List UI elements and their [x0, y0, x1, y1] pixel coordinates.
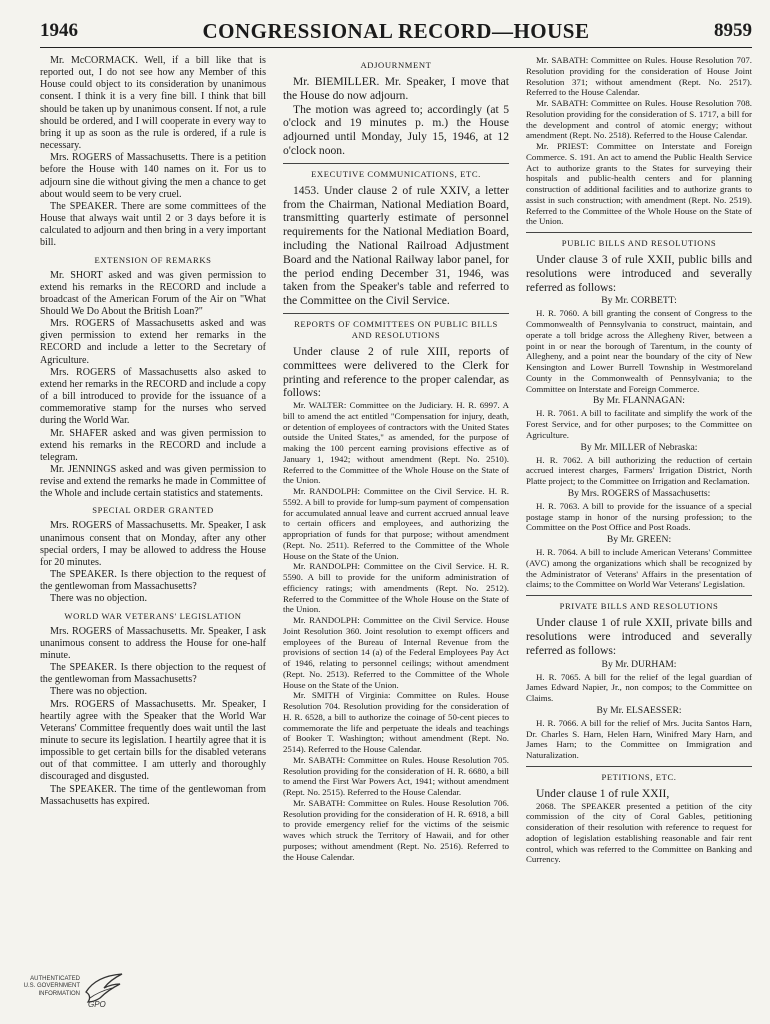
sponsor-line: By Mr. GREEN: [606, 534, 672, 546]
report-entry: Mr. SABATH: Committee on Rules. House Resolution 708. Resolution providing for the consideration of S. 1717, a bill for the development and control of atomic energy; without amendment (Rept. No. 2518). Referred to the House Calendar. [526, 98, 752, 141]
report-entry: Mr. WALTER: Committee on the Judiciary. H. R. 6997. A bill to amend the act entitled "Compensation for injury, death, or detention of employees of contractors with the United States outside the United States," as amended, for the purpose of making the 100 percent earning provisions effective as of January 1, 1942; without amendment (Rept. No. 2510). Referred to the Committee of the Whole House on the State of the Union. [283, 400, 509, 486]
report-entry: Mr. SABATH: Committee on Rules. House Resolution 706. Resolution providing for the consideration of H. R. 6918, a bill to provide emergency relief for the victims of the seismic waves which struck the Territory of Hawaii, and for other purposes; without amendment (Rept. No. 2516). Referred to the House Calendar. [283, 797, 509, 862]
column-middle [283, 55, 509, 862]
section-heading-extension: EXTENSION OF REMARKS [94, 254, 212, 265]
paragraph: The SPEAKER. The time of the gentlewoman from Massachusetts has expired. [40, 783, 266, 807]
paragraph: Under clause 1 of rule XXII, private bills and resolutions were introduced and severally referred as follows: [526, 616, 752, 657]
paragraph: Mrs. ROGERS of Massachusetts asked and was given permission to extend her remarks in the RECORD and include a letter to the Secretary of Agriculture. [40, 318, 266, 366]
section-divider [526, 595, 752, 596]
section-divider [526, 766, 752, 767]
paragraph: 1453. Under clause 2 of rule XXIV, a letter from the Chairman, National Mediation Board, transmitting quarterly estimate of personnel requirements for the National Mediation Board, including the National Railroad Adjustment Board and the National Railway labor panel, for the period ending December 31, 1946, was taken from the Speaker's table and referred to the Committee on the Civil Service. [283, 183, 509, 308]
paragraph: Under clause 3 of rule XXII, public bills and resolutions were introduced and severally referred as follows: [526, 253, 752, 294]
bill-entry: H. R. 7062. A bill authorizing the reduction of certain accrued interest charges, Farmers' Irrigation District, North Platte project; to the Committee on Irrigation and Reclamation. [526, 454, 752, 487]
page-header [40, 18, 752, 44]
report-entry: Mr. RANDOLPH: Committee on the Civil Service. House Joint Resolution 360. Joint resolution to exempt officers and employees of the Bureau of Internal Revenue from the provisions of section 14 (a) of the Federal Employees Pay Act of 1946, relating to personnel ceilings; without amendment (Rept. No. 2513). Referred to the Committee of the Whole House on the State of the Union. [283, 615, 509, 690]
section-heading-petitions: PETITIONS, ETC. [601, 771, 677, 782]
sponsor-line: By Mr. DURHAM: [601, 658, 677, 670]
paragraph: Mr. JENNINGS asked and was given permission to revise and extend the remarks he made in Committee of the Whole and include certain statistics and statements. [40, 464, 266, 500]
report-entry: Mr. SABATH: Committee on Rules. House Resolution 707. Resolution providing for the consideration of House Joint Resolution 371; without amendment (Rept. No. 2517). Referred to the House Calendar. [526, 55, 752, 98]
authentication-stamp [18, 972, 138, 1018]
paragraph: Mrs. ROGERS of Massachusetts. Mr. Speaker, I ask unanimous consent that on Monday, after any other special orders, I may be allowed to address the House for 20 minutes. [40, 520, 266, 568]
paragraph: Under clause 1 of rule XXII, [536, 786, 670, 800]
page-number: 8959 [714, 20, 752, 41]
header-title: CONGRESSIONAL RECORD—HOUSE [202, 19, 590, 43]
stamp-gpo: GPO [88, 1000, 106, 1009]
section-heading-private-bills: PRIVATE BILLS AND RESOLUTIONS [559, 601, 719, 612]
section-divider [283, 163, 509, 164]
sponsor-line: By Mr. CORBETT: [601, 295, 677, 307]
report-entry: Mr. SABATH: Committee on Rules. House Resolution 705. Resolution providing for the consideration of H. R. 6680, a bill to amend the First War Powers Act, 1941; without amendment (Rept. No. 2515). Referred to the House Calendar. [283, 754, 509, 798]
report-entry: Mr. RANDOLPH: Committee on the Civil Service. H. R. 5592. A bill to provide for lump-sum payment of compensation for accumulated annual leave and current accrued annual leave to certain officers and employees, and authorizing the appropriation of funds for that purpose; without amendment (Rept. No. 2511). Referred to the Committee of the Whole House on the State of the Union. [283, 486, 509, 561]
paragraph: Mr. McCORMACK. Well, if a bill like that is reported out, I do not see how any Member of this House could object to its consideration by unanimous consent. I think it is a very fine bill. I think that bill should be taken up by unanimous consent. If not, a rule should be ordered, and I will cooperate in every way to bring it up as soon as the rule is ordered, if a rule is necessary. [40, 55, 266, 152]
paragraph: The motion was agreed to; accordingly (at 5 o'clock and 19 minutes p. m.) the House adjourned until Monday, July 15, 1946, at 12 o'clock noon. [283, 102, 509, 157]
paragraph: Mrs. ROGERS of Massachusetts. There is a petition before the House with 140 names on it. For us to adjourn sine die without giving the men a chance to get about would seem to be very cruel. [40, 152, 266, 200]
paragraph: Mr. SHAFER asked and was given permission to extend his remarks in the RECORD and include a telegram. [40, 427, 266, 463]
sponsor-line: By Mr. ELSAESSER: [596, 704, 682, 716]
paragraph: There was no objection. [50, 686, 147, 698]
stamp-text: AUTHENTICATED U.S. GOVERNMENT INFORMATION [23, 976, 80, 997]
bill-entry: H. R. 7065. A bill for the relief of the legal guardian of James Edward Napier, Jr., non compos; to the Committee on Claims. [526, 671, 752, 704]
header-rule [40, 47, 752, 48]
section-heading-public-bills: PUBLIC BILLS AND RESOLUTIONS [561, 238, 717, 248]
column-right [526, 55, 752, 865]
bill-entry: H. R. 7060. A bill granting the consent of Congress to the Commonwealth of Pennsylvania to construct, maintain, and operate a toll bridge across the Allegheny River, between a point in or near the borough of Tarentum, in the county of Allegheny, and a point near the boundary of the city of New Kensington and Lower Burrell Township in Westmoreland County in the Commonwealth of Pennsylvania; to the Committee on Interstate and Foreign Commerce. [526, 308, 752, 394]
bill-entry: H. R. 7066. A bill for the relief of Mrs. Jucita Santos Harn, Dr. Charles S. Harn, Helen Harn, Winifred Mary Harn, and James Harn; to the Committee on Immigration and Naturalization. [526, 717, 752, 761]
bill-entry: H. R. 7064. A bill to include American Veterans' Committee (AVC) among the organizations which shall be recognized by the Administrator of Veterans' Affairs in the presentation of claims; to the Committee on World War Veterans' Legislation. [526, 547, 752, 590]
report-entry: Mr. SMITH of Virginia: Committee on Rules. House Resolution 704. Resolution providing for the consideration of H. R. 6528, a bill to authorize the coinage of 50-cent pieces to commemorate the life and perpetuate the ideals and teachings of Booker T. Washington; without amendment (Rept. No. 2514). Referred to the House Calendar. [283, 690, 509, 755]
petition-entry: 2068. The SPEAKER presented a petition of the city commission of the city of Coral Gables, petitioning consideration of their resolution with reference to request for adoption of legislation establishing reasonable and fair rent control, which was referred to the Committee on Banking and Currency. [526, 800, 752, 865]
paragraph: Under clause 2 of rule XIII, reports of committees were delivered to the Clerk for printing and reference to the proper calendar, as follows: [283, 344, 509, 400]
bill-entry: H. R. 7063. A bill to provide for the issuance of a special postage stamp in honor of the nursing profession; to the Committee on the Post Office and Post Roads. [526, 500, 752, 533]
paragraph: Mrs. ROGERS of Massachusetts also asked to extend her remarks in the RECORD and include a copy of a bill introduced to provide for the issuance of a commemorative stamp for the nurses who served during the World War. [40, 366, 266, 427]
bill-entry: H. R. 7061. A bill to facilitate and simplify the work of the Forest Service, and for other purposes; to the Committee on Agriculture. [526, 408, 752, 440]
section-heading-veterans: WORLD WAR VETERANS' LEGISLATION [64, 610, 242, 621]
sponsor-line: By Mrs. ROGERS of Massachusetts: [567, 487, 711, 499]
paragraph: Mr. BIEMILLER. Mr. Speaker, I move that the House do now adjourn. [283, 75, 509, 102]
report-entry: Mr. PRIEST: Committee on Interstate and Foreign Commerce. S. 191. An act to amend the Public Health Service Act to authorize grants to the States for surveying their hospitals and public-health centers and for planning construction of additional facilities and to authorize grants to assist in such construction; with amendment (Rept. No. 2519). Referred to the Committee of the Whole House on the State of the Union. [526, 141, 752, 227]
sponsor-line: By Mr. FLANNAGAN: [593, 395, 685, 407]
paragraph: The SPEAKER. Is there objection to the request of the gentlewoman from Massachusetts? [40, 569, 266, 593]
report-entry: Mr. RANDOLPH: Committee on the Civil Service. H. R. 5590. A bill to provide for the uniform administration of efficiency ratings; with amendments (Rept. No. 2512). Referred to the Committee of the Whole House on the State of the Union. [283, 561, 509, 615]
section-heading-reports: REPORTS OF COMMITTEES ON PUBLIC BILLS AND RESOLUTIONS [294, 318, 498, 340]
paragraph: Mrs. ROGERS of Massachusetts. Mr. Speaker, I ask unanimous consent to address the House for one-half minute. [40, 625, 266, 661]
paragraph: There was no objection. [50, 593, 147, 605]
header-year: 1946 [40, 20, 78, 41]
section-heading-adjournment: ADJOURNMENT [360, 60, 432, 70]
sponsor-line: By Mr. MILLER of Nebraska: [580, 441, 698, 453]
section-divider [526, 232, 752, 233]
paragraph: The SPEAKER. Is there objection to the request of the gentlewoman from Massachusetts? [40, 662, 266, 686]
paragraph: The SPEAKER. There are some committees of the House that always wait until 2 or 3 days before it is calculated to adjourn and then bring in a very important bill. [40, 200, 266, 249]
paragraph: Mr. SHORT asked and was given permission to extend his remarks in the RECORD and include a broadcast of the American Forum of the Air on "What Should We Do About the British Loan?" [40, 269, 266, 317]
section-divider [283, 313, 509, 314]
column-left [40, 55, 266, 808]
section-heading-special-order: SPECIAL ORDER GRANTED [92, 505, 214, 516]
paragraph: Mrs. ROGERS of Massachusetts. Mr. Speaker, I heartily agree with the Speaker that the World War Veterans' Committee frequently does wait until the last minute to secure its legislation. I heartily agree that it is impossible to get certain bills for the disabled veterans out of that committee. I am utterly and thoroughly discouraged and disgusted. [40, 698, 266, 783]
section-heading-executive: EXECUTIVE COMMUNICATIONS, ETC. [311, 168, 481, 179]
